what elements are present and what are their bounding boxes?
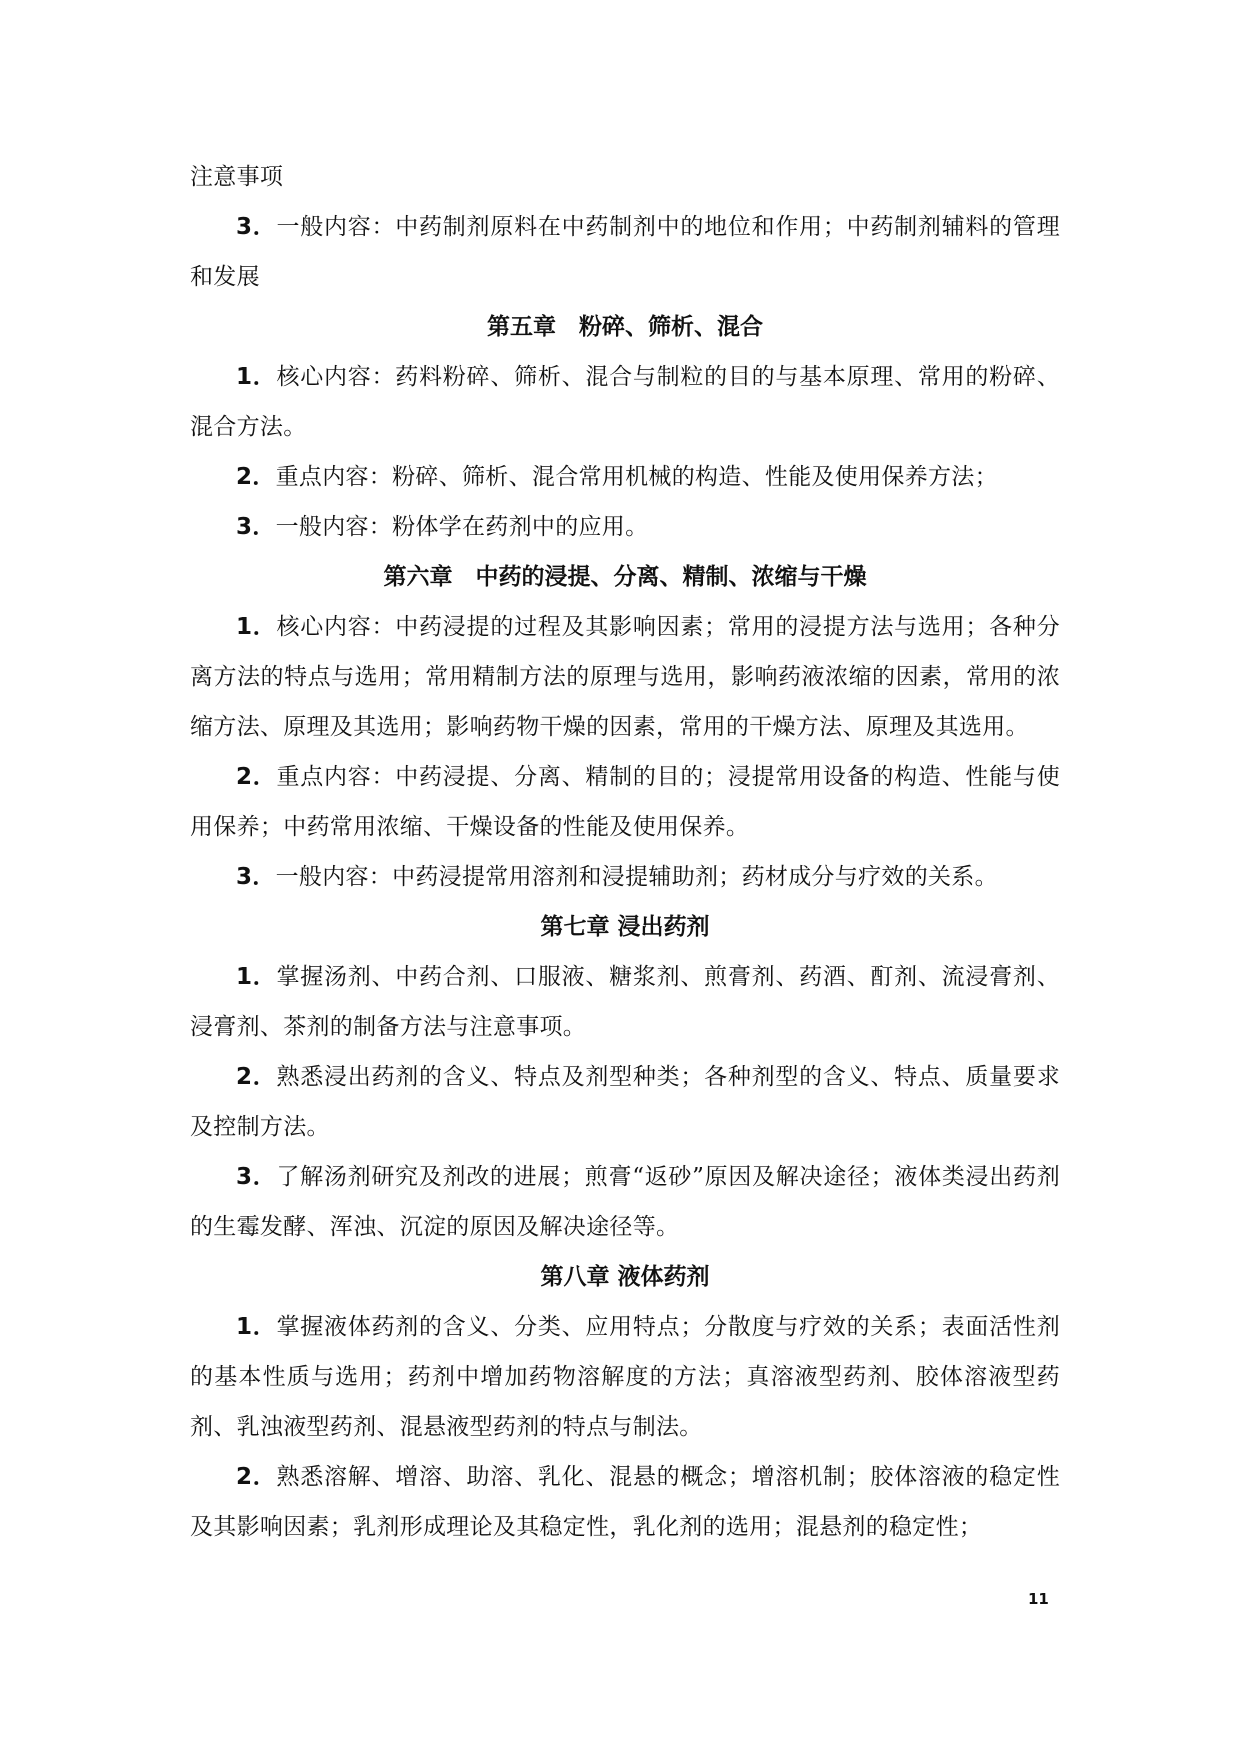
paragraph-number: 2． [236, 464, 276, 490]
chapter-heading: 第六章 中药的浸提、分离、精制、浓缩与干燥 [383, 564, 867, 590]
numbered-paragraph [190, 1452, 1060, 1552]
paragraph-text: 一般内容：中药浸提常用溶剂和浸提辅助剂；药材成分与疗效的关系。 [275, 864, 998, 890]
numbered-paragraph [190, 752, 1060, 852]
paragraph-number: 3． [236, 214, 277, 240]
chapter-heading: 第八章 液体药剂 [540, 1264, 710, 1290]
paragraph-continuation: 注意事项 [190, 164, 284, 190]
numbered-paragraph [190, 352, 1060, 452]
document-body [190, 152, 1060, 1552]
paragraph-number: 2． [236, 1064, 277, 1090]
paragraph-text: 核心内容：药料粉碎、筛析、混合与制粒的目的与基本原理、常用的粉碎、混合方法。 [190, 364, 1060, 440]
chapter-heading: 第五章 粉碎、筛析、混合 [487, 314, 763, 340]
paragraph-number: 3． [236, 864, 276, 890]
numbered-paragraph [190, 1052, 1060, 1152]
paragraph-number: 2． [236, 1464, 277, 1490]
paragraph-text: 一般内容：粉体学在药剂中的应用。 [275, 514, 649, 540]
numbered-paragraph [190, 952, 1060, 1052]
numbered-paragraph [190, 1152, 1060, 1252]
paragraph-number: 3． [236, 514, 276, 540]
paragraph-text: 熟悉浸出药剂的含义、特点及剂型种类；各种剂型的含义、特点、质量要求及控制方法。 [190, 1064, 1060, 1140]
paragraph-number: 1． [236, 364, 277, 390]
numbered-paragraph [190, 602, 1060, 752]
paragraph-text: 核心内容：中药浸提的过程及其影响因素；常用的浸提方法与选用；各种分离方法的特点与选用；常用精制方法的原理与选用，影响药液浓缩的因素，常用的浓缩方法、原理及其选用；影响药物干燥的因素，常用的干燥方法、原理及其选用。 [190, 614, 1060, 740]
paragraph-text: 了解汤剂研究及剂改的进展；煎膏“返砂”原因及解决途径；液体类浸出药剂的生霉发酵、浑浊、沉淀的原因及解决途径等。 [190, 1164, 1061, 1240]
numbered-paragraph [190, 452, 1060, 502]
paragraph-number: 1． [236, 614, 277, 640]
chapter-heading: 第七章 浸出药剂 [540, 914, 710, 940]
paragraph-number: 1． [236, 1314, 277, 1340]
paragraph-number: 2． [236, 764, 277, 790]
numbered-paragraph [190, 502, 1060, 552]
page-number: 11 [1028, 1590, 1049, 1608]
paragraph-text: 一般内容：中药制剂原料在中药制剂中的地位和作用；中药制剂辅料的管理和发展 [190, 214, 1060, 290]
numbered-paragraph [190, 852, 1060, 902]
paragraph-number: 3． [236, 1164, 277, 1190]
paragraph-text: 重点内容：粉碎、筛析、混合常用机械的构造、性能及使用保养方法； [275, 464, 998, 490]
paragraph-text: 掌握汤剂、中药合剂、口服液、糖浆剂、煎膏剂、药酒、酊剂、流浸膏剂、浸膏剂、茶剂的制备方法与注意事项。 [190, 964, 1060, 1040]
paragraph-text: 重点内容：中药浸提、分离、精制的目的；浸提常用设备的构造、性能与使用保养；中药常用浓缩、干燥设备的性能及使用保养。 [190, 764, 1060, 840]
numbered-paragraph [190, 202, 1060, 302]
numbered-paragraph [190, 1302, 1060, 1452]
paragraph-text: 熟悉溶解、增溶、助溶、乳化、混悬的概念；增溶机制；胶体溶液的稳定性及其影响因素；乳剂形成理论及其稳定性，乳化剂的选用；混悬剂的稳定性； [190, 1464, 1060, 1540]
paragraph-number: 1． [236, 964, 277, 990]
paragraph-text: 掌握液体药剂的含义、分类、应用特点；分散度与疗效的关系；表面活性剂的基本性质与选用；药剂中增加药物溶解度的方法；真溶液型药剂、胶体溶液型药剂、乳浊液型药剂、混悬液型药剂的特点与制法。 [190, 1314, 1060, 1440]
